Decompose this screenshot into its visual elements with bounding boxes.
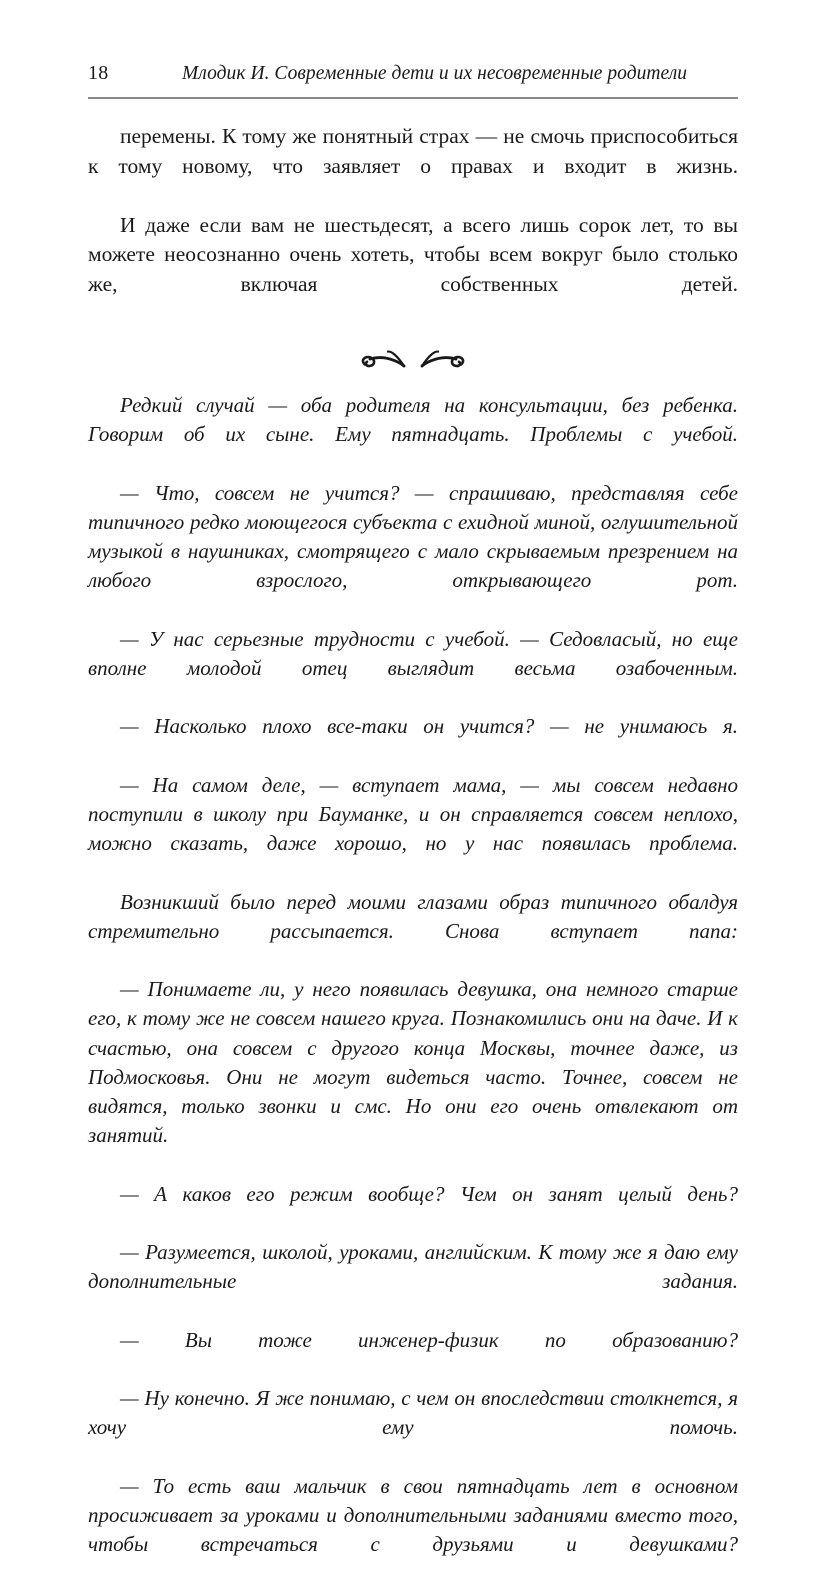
paragraph: — Понимаете ли, у него появилась девушка, она немного старше его, к тому же не совсем нашего круга. Познакомились они на даче. И к счастью, она совсем с другого конца Москвы, точнее даже, из Подмосковья. Они не могут видеться часто. Точнее, совсем не видятся, только звонки и смс. Но они его очень отвлекают от занятий. [88,977,738,1148]
paragraph: — Насколько плохо все-таки он учится? — не унимаюсь я. [120,714,738,739]
running-title: Млодик И. Современные дети и их несовременные родители [182,63,688,84]
paragraph: — Разумеется, школой, уроками, английским. К тому же я даю ему дополнительные задания. [88,1240,738,1294]
paragraph: — Вы тоже инженер-физик по образованию? [120,1327,738,1352]
paragraph: И даже если вам не шестьдесят, а всего лишь сорок лет, то вы можете неосознанно очень хотеть, чтобы всем вокруг было столько же, включая собственных детей. [88,212,738,296]
paragraph: — А каков его режим вообще? Чем он занят целый день? [120,1181,738,1206]
paragraph: — Что, совсем не учится? — спрашиваю, представляя себе типичного редко моющегося субъекта с ехидной миной, оглушительной музыкой в наушниках, смотрящего с мало скрываемым презрением на любого взрослого, открывающего рот. [88,480,738,593]
paragraph: — То есть ваш мальчик в свои пятнадцать лет в основном просиживает за уроками и дополнительными заданиями вместо того, чтобы встречаться с друзьями и девушками? [88,1473,738,1557]
paragraph: Редкий случай — оба родителя на консультации, без ребенка. Говорим об их сыне. Ему пятнадцать. Проблемы с учебой. [88,393,738,447]
running-head [88,62,738,92]
header-rule [88,97,738,99]
dialogue-block [88,391,738,1588]
paragraph: — Ну конечно. Я же понимаю, с чем он впоследствии столкнется, я хочу ему помочь. [88,1386,738,1440]
paragraph: Возникший было перед моими глазами образ типичного обалдуя стремительно рассыпается. Снова вступает папа: [88,889,738,943]
page-number: 18 [88,62,109,84]
text-block [88,122,738,1588]
paragraph: перемены. К тому же понятный страх — не смочь приспособиться к тому новому, что заявляет о правах и входит в жизнь. [88,124,738,178]
double-flourish-ornament [88,329,738,391]
paragraph: — У нас серьезные трудности с учебой. — Седовласый, но еще вполне молодой отец выглядит весьма озабоченным. [88,626,738,680]
paragraph: — На самом деле, — вступает мама, — мы совсем недавно поступили в школу при Бауманке, и он справляется совсем неплохо, можно сказать, даже хорошо, но у нас появилась проблема. [88,772,738,856]
